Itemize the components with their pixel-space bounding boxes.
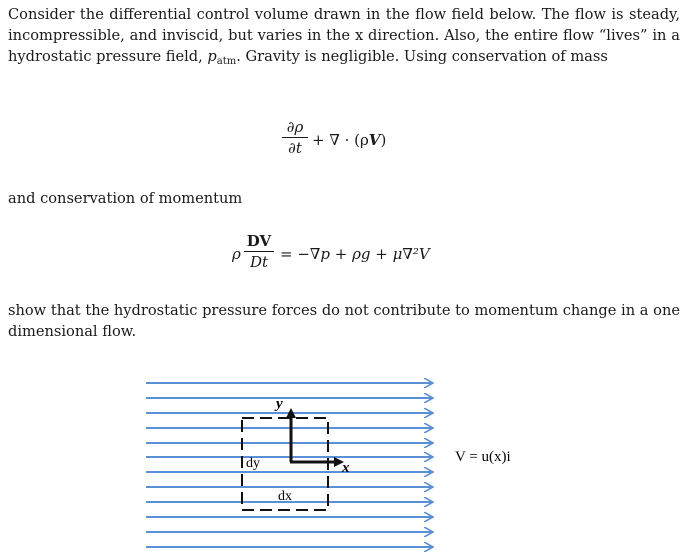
dy-label: dy (246, 456, 260, 471)
momentum-rho: ρ (232, 245, 241, 263)
momentum-intro: and conservation of momentum (8, 190, 243, 207)
p-atm-subscript: atm (216, 56, 237, 67)
momentum-denominator: Dt (249, 253, 269, 271)
mass-rest: + ∇ · (ρ (312, 131, 369, 149)
mass-denominator: ∂t (288, 139, 302, 157)
dx-label: dx (278, 489, 292, 504)
streamlines (146, 383, 432, 547)
intro-end-text: . Gravity is negligible. Using conservation of mass (236, 48, 608, 65)
x-label: x (342, 460, 350, 476)
y-label: y (276, 396, 283, 412)
p-atm-symbol: p (207, 48, 217, 65)
mass-numerator: ∂ρ (286, 118, 304, 136)
mass-vector: V (368, 131, 381, 149)
problem-conclusion: show that the hydrostatic pressure forces do not contribute to momentum change in a one dimensional flow. (8, 302, 680, 340)
mass-close: ) (380, 131, 387, 149)
momentum-rhs: = −∇p + ρg + μ∇²V (280, 245, 430, 263)
intro-text: Consider the differential control volume drawn in the flow field below. The flow is steady, incompressible, and inviscid, but varies in the x direction. Also, the entire flow “lives” in a hydrostatic pressure field, (8, 6, 680, 65)
velocity-label: V = u(x)i (455, 449, 511, 465)
momentum-numerator: DV (246, 232, 272, 250)
